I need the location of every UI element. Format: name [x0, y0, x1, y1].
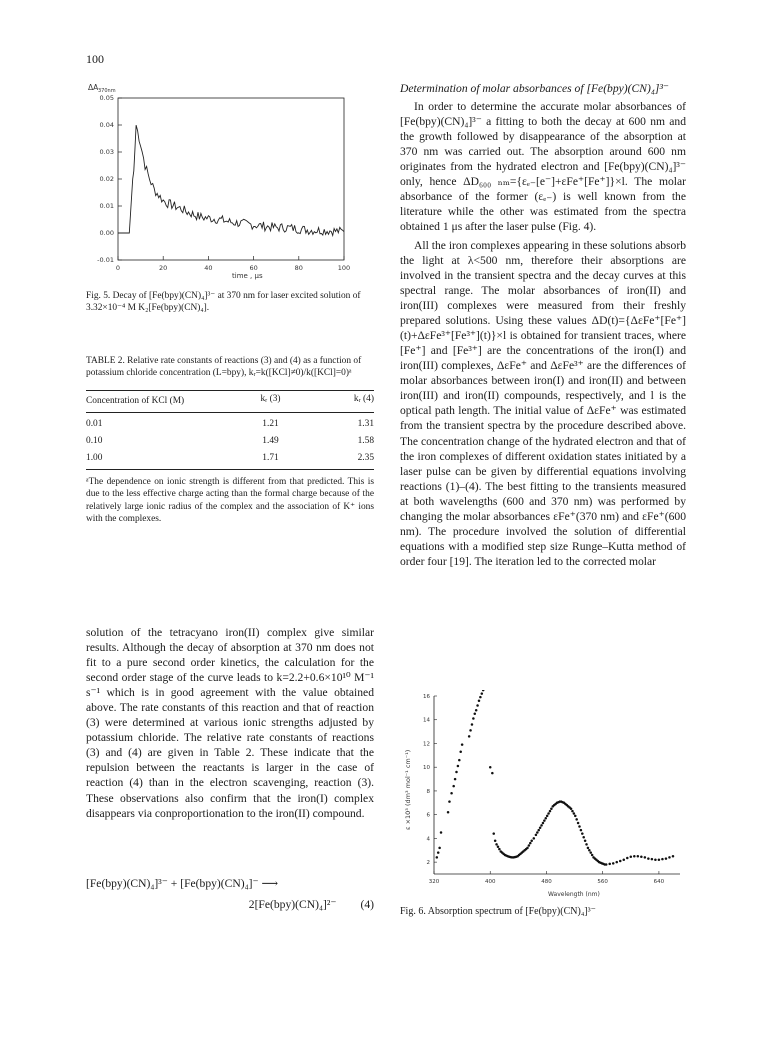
fig6-data-point [457, 765, 460, 768]
fig6-data-point [577, 822, 580, 825]
table-row [86, 450, 374, 470]
fig6-data-point [647, 857, 650, 860]
fig6-data-point [476, 704, 479, 707]
table-row [86, 412, 374, 433]
fig6-data-point [539, 826, 542, 829]
fig6-data-point [588, 849, 591, 852]
fig6-xtick-label: 560 [597, 879, 608, 885]
fig6-data-point [455, 771, 458, 774]
fig6-data-point [498, 848, 501, 851]
table2-title: TABLE 2. Relative rate constants of reactions (3) and (4) as a function of potassium chloride concentration (L=bpy), kᵣ=k([KCl]≠0)/k([KCl]=0)ᵃ [86, 356, 362, 379]
fig6-data-point [472, 717, 475, 720]
fig6-data-point [574, 815, 577, 818]
table-cell: 1.58 [357, 435, 374, 446]
page-number: 100 [86, 52, 104, 66]
fig6-data-point [530, 840, 533, 843]
fig5-ylabel-sub: 370nm [98, 88, 116, 94]
fig6-data-point [461, 743, 464, 746]
section-heading: Determination of molar absorbances of [Fe(bpy)(CN)₄]³⁻ [400, 82, 669, 95]
fig6-data-point [491, 772, 494, 775]
fig6-data-point [528, 844, 531, 847]
fig6-data-point [623, 859, 626, 862]
fig6-data-point [644, 856, 647, 859]
fig6-xlabel: Wavelength (nm) [548, 891, 600, 898]
table-header-cell: kᵣ (4) [353, 393, 374, 404]
fig6-data-point [545, 817, 548, 820]
equation-line2: 2[Fe(bpy)(CN)₄]²⁻ [248, 898, 337, 912]
table-cell: 1.49 [262, 435, 279, 446]
fig6-xtick-label: 640 [653, 879, 665, 885]
left-body-paragraph: solution of the tetracyano iron(II) complex give similar results. Although the decay of absorption at 370 nm does not fit to a pure second order kinetics, the calculation for the second order stage of the curve leads to k=2.2+0.6×10¹⁰ M⁻¹ s⁻¹ which is in good agreement with the value obtained above. The rate constants of this reaction and that of reaction (3) were determined at various ionic strengths adjusted by potassium chloride. The relative rate constants of reactions (3) and (4) are given in Table 2. These indicate that the repulsion between the reactants is larger in the case of reaction (4) than in the electron scavenging, reaction (3). These observations also confirm that the iron(I) complex disappears via conproportionation to the iron(II) compound. [86, 626, 374, 820]
fig5-xtick-label: 0 [115, 264, 121, 272]
fig6-data-point [494, 840, 497, 843]
fig6-ylabel: ε ×10³ (dm³ mol⁻¹ cm⁻¹) [404, 749, 412, 830]
fig6-ytick-label: 10 [423, 765, 430, 772]
fig6-data-point [452, 785, 455, 788]
fig6-data-point [584, 840, 587, 843]
fig6-data-point [546, 815, 549, 818]
fig6-data-point [454, 778, 457, 781]
fig6-data-point [585, 843, 588, 846]
fig6-data-point [581, 832, 584, 835]
fig6-data-point [479, 696, 482, 699]
equation-line1: [Fe(bpy)(CN)₄]³⁻ + [Fe(bpy)(CN)₄]⁻ ⟶ [86, 877, 279, 890]
fig6-data-point [542, 822, 545, 825]
fig6-caption: Fig. 6. Absorption spectrum of [Fe(bpy)(CN)₄]³⁻ [400, 906, 596, 917]
fig6-ytick-label: 12 [423, 741, 430, 748]
fig6-data-point [536, 831, 539, 834]
fig6-data-point [612, 862, 615, 865]
fig6-data-point [547, 812, 550, 815]
fig5-ytick-label: 0.00 [99, 229, 114, 237]
fig6-data-point [481, 692, 484, 695]
fig6-xtick-label: 400 [484, 879, 496, 885]
fig5-xtick-label: 100 [337, 264, 351, 272]
fig6-data-point [654, 859, 657, 862]
fig6-data-point [549, 810, 552, 813]
fig6-xtick-label: 320 [428, 879, 440, 885]
fig6-ytick-label: 8 [426, 788, 430, 795]
fig6-data-point [537, 829, 540, 832]
table-2 [86, 390, 374, 470]
fig5-xtick-label: 40 [204, 264, 213, 272]
fig6-data-point [615, 861, 618, 864]
fig5-xtick-label: 20 [159, 264, 168, 272]
table-cell: 0.10 [86, 435, 103, 446]
fig6-data-point [619, 860, 622, 863]
figure-6-absorption-spectrum [400, 690, 690, 900]
fig6-data-point [535, 834, 538, 837]
fig6-data-point [436, 856, 439, 859]
fig5-decay-curve [118, 125, 344, 235]
fig6-data-point [437, 851, 440, 854]
fig6-data-point [458, 759, 461, 762]
fig6-data-point [661, 858, 664, 861]
fig5-ytick-label: 0.03 [99, 148, 114, 156]
fig6-data-point [580, 829, 583, 832]
table-cell: 1.00 [86, 452, 103, 463]
fig6-data-point [575, 818, 578, 821]
fig6-data-point [573, 812, 576, 815]
fig6-data-point [468, 735, 471, 738]
fig6-data-point [582, 836, 585, 839]
right-paragraph-1: In order to determine the accurate molar absorbances of [Fe(bpy)(CN)₄]³⁻ a fitting to both the decay at 600 nm and the growth followed by disappearance of the absorption at 370 nm was carried out. The absorption around 600 nm originates from the hydrated electron and [Fe(bpy)(CN)₄]³⁻ only, hence ΔD₆₀₀ ₙₘ={εₑ₋[e⁻]+εFe⁺[Fe⁺]}×l. The molar absorbance of the former (εₑ₋) is well known from the literature while the other was estimated from the spectra obtained 1 μs after the laser pulse (Fig. 4). [400, 99, 686, 233]
fig5-xlabel: time , μs [232, 272, 263, 280]
fig6-data-point [591, 854, 594, 857]
table2-footnote: ᵃThe dependence on ionic strength is different from that predicted. This is due to the less effective charge acting than the formal charge because of the relatively large ionic radius of the complex and the association of K⁺ ions with the complexes. [86, 477, 374, 525]
table-cell: 1.71 [262, 452, 279, 463]
fig6-data-point [570, 807, 573, 810]
fig6-xtick-label: 480 [541, 879, 552, 885]
fig6-data-point [608, 863, 611, 866]
fig6-data-point [637, 855, 640, 858]
fig6-data-point [529, 842, 532, 845]
fig5-ytick-label: -0.01 [97, 256, 114, 264]
equation-4 [86, 876, 374, 912]
fig6-data-point [540, 824, 543, 827]
table-cell: 0.01 [86, 418, 103, 429]
fig6-ytick-label: 2 [426, 860, 430, 867]
fig6-ytick-label: 16 [423, 694, 430, 700]
table-header-cell: Concentration of KCl (M) [86, 395, 185, 406]
fig6-points [436, 690, 675, 866]
fig6-data-point [630, 856, 633, 859]
fig6-data-point [450, 792, 453, 795]
fig5-caption: Fig. 5. Decay of [Fe(bpy)(CN)₄]³⁻ at 370 nm for laser excited solution of 3.32×10⁻⁴ M K₂[Fe(bpy)(CN)₄]. [86, 291, 361, 314]
fig6-data-point [571, 810, 574, 813]
fig5-ytick-label: 0.01 [99, 202, 114, 210]
table-cell: 2.35 [357, 452, 374, 463]
fig6-data-point [589, 851, 592, 854]
fig5-axes [97, 94, 350, 272]
table-header-row [86, 390, 374, 412]
fig5-frame [118, 98, 344, 260]
fig6-data-point [587, 847, 590, 850]
fig6-data-point [474, 713, 477, 716]
fig6-data-point [492, 832, 495, 835]
fig6-data-point [448, 800, 451, 803]
fig6-data-point [605, 863, 608, 866]
fig6-ytick-label: 6 [426, 812, 430, 819]
fig6-ytick-label: 4 [426, 836, 430, 843]
fig6-ytick-label: 14 [423, 717, 430, 724]
fig6-data-point [672, 855, 675, 858]
fig6-data-point [526, 847, 529, 850]
fig6-data-point [665, 857, 668, 860]
figure-5-decay-plot [86, 78, 376, 290]
fig6-data-point [658, 859, 661, 862]
fig5-ytick-label: 0.05 [99, 94, 114, 102]
fig5-xtick-label: 80 [294, 264, 303, 272]
fig6-data-point [533, 837, 536, 840]
table-cell: 1.21 [262, 418, 279, 429]
table-row [86, 433, 374, 450]
fig6-data-point [482, 690, 485, 691]
fig6-data-point [471, 723, 474, 726]
fig5-xtick-label: 60 [249, 264, 258, 272]
fig5-ytick-label: 0.02 [99, 175, 114, 183]
table-cell: 1.31 [357, 418, 374, 429]
fig6-data-point [633, 855, 636, 858]
fig6-data-point [543, 819, 546, 822]
fig6-data-point [438, 847, 441, 850]
fig6-data-point [626, 857, 629, 860]
fig6-data-point [550, 807, 553, 810]
right-paragraph-2: All the iron complexes appearing in these solutions absorb the light at λ<500 nm, therefore their absorptions are involved in the transient spectra and the decay curves at this spectral range. The molar absorbances of iron(II) and iron(III) complexes were measured from their freshly prepared solutions. Using these values ΔD(t)={ΔεFe⁺[Fe⁺](t)+ΔεFe³⁺[Fe³⁺](t)}×l is obtained for transient traces, where [Fe⁺] and [Fe³⁺] are the concentrations of the iron(I) and iron(III) complexes, ΔεFe⁺ and ΔεFe³⁺ are the differences of molar absorbances between iron(I) and iron(II) and between iron(III) and iron(II) compounds, respectively, and l is the optical path length. The initial value of ΔεFe⁺ was estimated from the transient spectra by the procedure described above. The concentration change of the hydrated electron and that of the iron complexes of different oxidation states initiated by a laser pulse can be given by differential equations involving reactions (1)–(4). The best fitting to the transients measured at both wavelengths (600 and 370 nm) was performed by changing the molar absorbances εFe⁺(370 nm) and εFe⁺(600 nm). The procedure involved the solution of differential equations with a modified step size Runge–Kutta method of order four [19]. The iteration led to the corrected molar [400, 238, 686, 568]
fig6-data-point [478, 699, 481, 702]
fig6-data-point [578, 825, 581, 828]
table-header-cell: kᵣ (3) [260, 393, 281, 404]
fig6-data-point [668, 856, 671, 859]
fig6-data-point [640, 856, 643, 859]
fig6-data-point [495, 843, 498, 846]
fig6-data-point [475, 709, 478, 712]
fig6-data-point [489, 766, 492, 769]
equation-number: (4) [360, 898, 374, 912]
fig5-ylabel: ΔA [88, 83, 99, 92]
fig6-data-point [469, 729, 472, 732]
fig6-data-point [447, 811, 450, 814]
fig6-data-point [459, 751, 462, 754]
fig6-data-point [651, 858, 654, 861]
fig6-data-point [497, 845, 500, 848]
fig6-data-point [440, 831, 443, 834]
fig5-ytick-label: 0.04 [99, 121, 114, 129]
